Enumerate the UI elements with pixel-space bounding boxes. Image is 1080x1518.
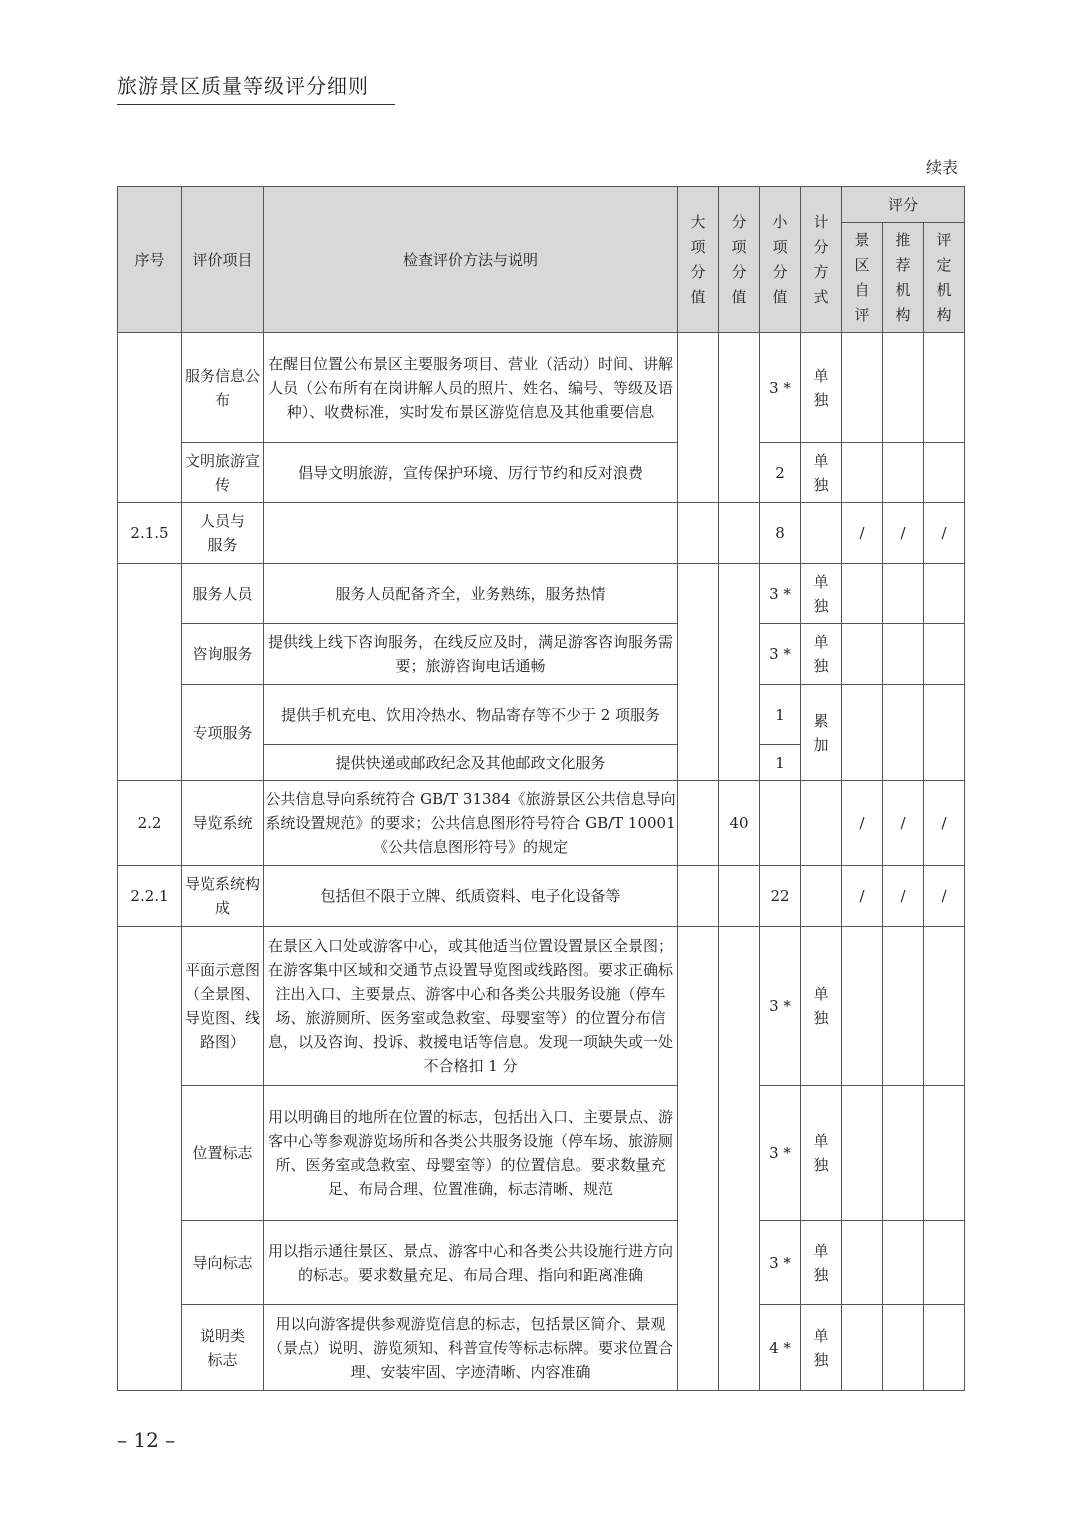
recommend-cell (883, 624, 924, 685)
item-cell: 导览系统 (182, 781, 264, 866)
assess-cell (924, 1221, 965, 1305)
header-self-eval: 景区自评 (842, 223, 883, 333)
table-row (118, 685, 965, 745)
sub-score-cell (719, 333, 760, 503)
item-cell: 平面示意图（全景图、导览图、线路图） (182, 927, 264, 1086)
sub-score-cell (719, 503, 760, 564)
recommend-cell (883, 685, 924, 781)
minor-score-cell: 2 (760, 443, 801, 503)
scoring-mode-cell (801, 503, 842, 564)
recommend-cell (883, 1305, 924, 1391)
seq-cell: 2.1.5 (118, 503, 182, 564)
assess-cell: / (924, 866, 965, 927)
self-eval-cell (842, 443, 883, 503)
assess-cell (924, 564, 965, 624)
self-eval-cell (842, 1086, 883, 1221)
assess-cell (924, 1305, 965, 1391)
table-row (118, 564, 965, 624)
header-rating: 评分 (842, 187, 965, 223)
recommend-cell (883, 927, 924, 1086)
recommend-cell: / (883, 866, 924, 927)
self-eval-cell: / (842, 503, 883, 564)
method-cell: 在景区入口处或游客中心，或其他适当位置设置景区全景图；在游客集中区域和交通节点设置导览图或线路图。要求正确标注出入口、主要景点、游客中心和各类公共服务设施（停车场、旅游厕所、医务室或急救室、母婴室等）的位置分布信息，以及咨询、投诉、救援电话等信息。发现一项缺失或一处不合格扣 1 分 (264, 927, 678, 1086)
assess-cell (924, 333, 965, 443)
scoring-mode-cell: 单独 (801, 1305, 842, 1391)
recommend-cell (883, 1086, 924, 1221)
assess-cell: / (924, 781, 965, 866)
major-score-cell (678, 333, 719, 503)
header-item: 评价项目 (182, 187, 264, 333)
major-score-cell (678, 927, 719, 1391)
table-row (118, 1221, 965, 1305)
table-row (118, 781, 965, 866)
item-cell: 服务信息公布 (182, 333, 264, 443)
header-method: 检查评价方法与说明 (264, 187, 678, 333)
assess-cell (924, 624, 965, 685)
self-eval-cell (842, 333, 883, 443)
scoring-mode-cell: 单独 (801, 927, 842, 1086)
minor-score-cell: 3 * (760, 564, 801, 624)
method-cell: 提供线上线下咨询服务，在线反应及时，满足游客咨询服务需要；旅游咨询电话通畅 (264, 624, 678, 685)
minor-score-cell: 3 * (760, 1221, 801, 1305)
minor-score-cell: 3 * (760, 1086, 801, 1221)
header-assess: 评定机构 (924, 223, 965, 333)
minor-score-cell: 8 (760, 503, 801, 564)
scoring-mode-cell: 单独 (801, 443, 842, 503)
table-row (118, 333, 965, 443)
self-eval-cell: / (842, 866, 883, 927)
scoring-mode-cell (801, 781, 842, 866)
item-cell: 位置标志 (182, 1086, 264, 1221)
self-eval-cell (842, 624, 883, 685)
table-row (118, 1086, 965, 1221)
major-score-cell (678, 781, 719, 866)
assess-cell (924, 927, 965, 1086)
method-cell: 用以明确目的地所在位置的标志，包括出入口、主要景点、游客中心等参观游览场所和各类公共服务设施（停车场、旅游厕所、医务室或急救室、母婴室等）的位置信息。要求数量充足、布局合理、位置准确，标志清晰、规范 (264, 1086, 678, 1221)
minor-score-cell: 3 * (760, 927, 801, 1086)
table-row (118, 927, 965, 1086)
method-cell: 提供快递或邮政纪念及其他邮政文化服务 (264, 745, 678, 781)
assess-cell (924, 685, 965, 781)
item-cell: 服务人员 (182, 564, 264, 624)
self-eval-cell (842, 564, 883, 624)
evaluation-table (117, 186, 965, 1391)
scoring-mode-cell: 累加 (801, 685, 842, 781)
scoring-mode-cell: 单独 (801, 1221, 842, 1305)
item-cell: 人员与服务 (182, 503, 264, 564)
method-cell: 提供手机充电、饮用冷热水、物品寄存等不少于 2 项服务 (264, 685, 678, 745)
recommend-cell (883, 1221, 924, 1305)
page-number: – 12 – (117, 1428, 176, 1452)
recommend-cell (883, 333, 924, 443)
seq-cell (118, 564, 182, 781)
item-cell: 咨询服务 (182, 624, 264, 685)
seq-cell: 2.2 (118, 781, 182, 866)
recommend-cell: / (883, 503, 924, 564)
self-eval-cell (842, 927, 883, 1086)
minor-score-cell: 1 (760, 685, 801, 745)
self-eval-cell (842, 685, 883, 781)
assess-cell (924, 443, 965, 503)
minor-score-cell: 1 (760, 745, 801, 781)
table-row (118, 503, 965, 564)
major-score-cell (678, 503, 719, 564)
method-cell: 服务人员配备齐全，业务熟练，服务热情 (264, 564, 678, 624)
seq-cell: 2.2.1 (118, 866, 182, 927)
major-score-cell (678, 564, 719, 781)
minor-score-cell: 3 * (760, 624, 801, 685)
item-cell: 导向标志 (182, 1221, 264, 1305)
table-row (118, 443, 965, 503)
method-cell: 在醒目位置公布景区主要服务项目、营业（活动）时间、讲解人员（公布所有在岗讲解人员的照片、姓名、编号、等级及语种）、收费标准，实时发布景区游览信息及其他重要信息 (264, 333, 678, 443)
header-minor-score: 小项分值 (760, 187, 801, 333)
sub-score-cell (719, 866, 760, 927)
minor-score-cell: 4 * (760, 1305, 801, 1391)
recommend-cell (883, 443, 924, 503)
scoring-mode-cell (801, 866, 842, 927)
header-scoring-mode: 计分方式 (801, 187, 842, 333)
method-cell: 公共信息导向系统符合 GB/T 31384《旅游景区公共信息导向系统设置规范》的要求；公共信息图形符号符合 GB/T 10001《公共信息图形符号》的规定 (264, 781, 678, 866)
seq-cell (118, 927, 182, 1391)
method-cell: 倡导文明旅游，宣传保护环境、厉行节约和反对浪费 (264, 443, 678, 503)
method-cell: 包括但不限于立牌、纸质资料、电子化设备等 (264, 866, 678, 927)
sub-score-cell: 40 (719, 781, 760, 866)
table-row (118, 624, 965, 685)
header-recommend: 推荐机构 (883, 223, 924, 333)
item-cell: 说明类标志 (182, 1305, 264, 1391)
scoring-mode-cell: 单独 (801, 1086, 842, 1221)
assess-cell: / (924, 503, 965, 564)
scoring-mode-cell: 单独 (801, 564, 842, 624)
sub-score-cell (719, 564, 760, 781)
minor-score-cell: 3 * (760, 333, 801, 443)
method-cell (264, 503, 678, 564)
item-cell: 文明旅游宣传 (182, 443, 264, 503)
continued-label: 续表 (925, 158, 958, 177)
table-row (118, 1305, 965, 1391)
self-eval-cell (842, 1221, 883, 1305)
header-seq: 序号 (118, 187, 182, 333)
minor-score-cell (760, 781, 801, 866)
method-cell: 用以指示通往景区、景点、游客中心和各类公共设施行进方向的标志。要求数量充足、布局合理、指向和距离准确 (264, 1221, 678, 1305)
recommend-cell: / (883, 781, 924, 866)
self-eval-cell (842, 1305, 883, 1391)
table-row (118, 866, 965, 927)
self-eval-cell: / (842, 781, 883, 866)
method-cell: 用以向游客提供参观游览信息的标志，包括景区简介、景观（景点）说明、游览须知、科普宣传等标志标牌。要求位置合理、安装牢固、字迹清晰、内容准确 (264, 1305, 678, 1391)
seq-cell (118, 333, 182, 503)
sub-score-cell (719, 927, 760, 1391)
header-sub-score: 分项分值 (719, 187, 760, 333)
header-major-score: 大项分值 (678, 187, 719, 333)
major-score-cell (678, 866, 719, 927)
scoring-mode-cell: 单独 (801, 333, 842, 443)
running-title: 旅游景区质量等级评分细则 (117, 70, 395, 105)
item-cell: 专项服务 (182, 685, 264, 781)
minor-score-cell: 22 (760, 866, 801, 927)
scoring-mode-cell: 单独 (801, 624, 842, 685)
recommend-cell (883, 564, 924, 624)
assess-cell (924, 1086, 965, 1221)
item-cell: 导览系统构成 (182, 866, 264, 927)
